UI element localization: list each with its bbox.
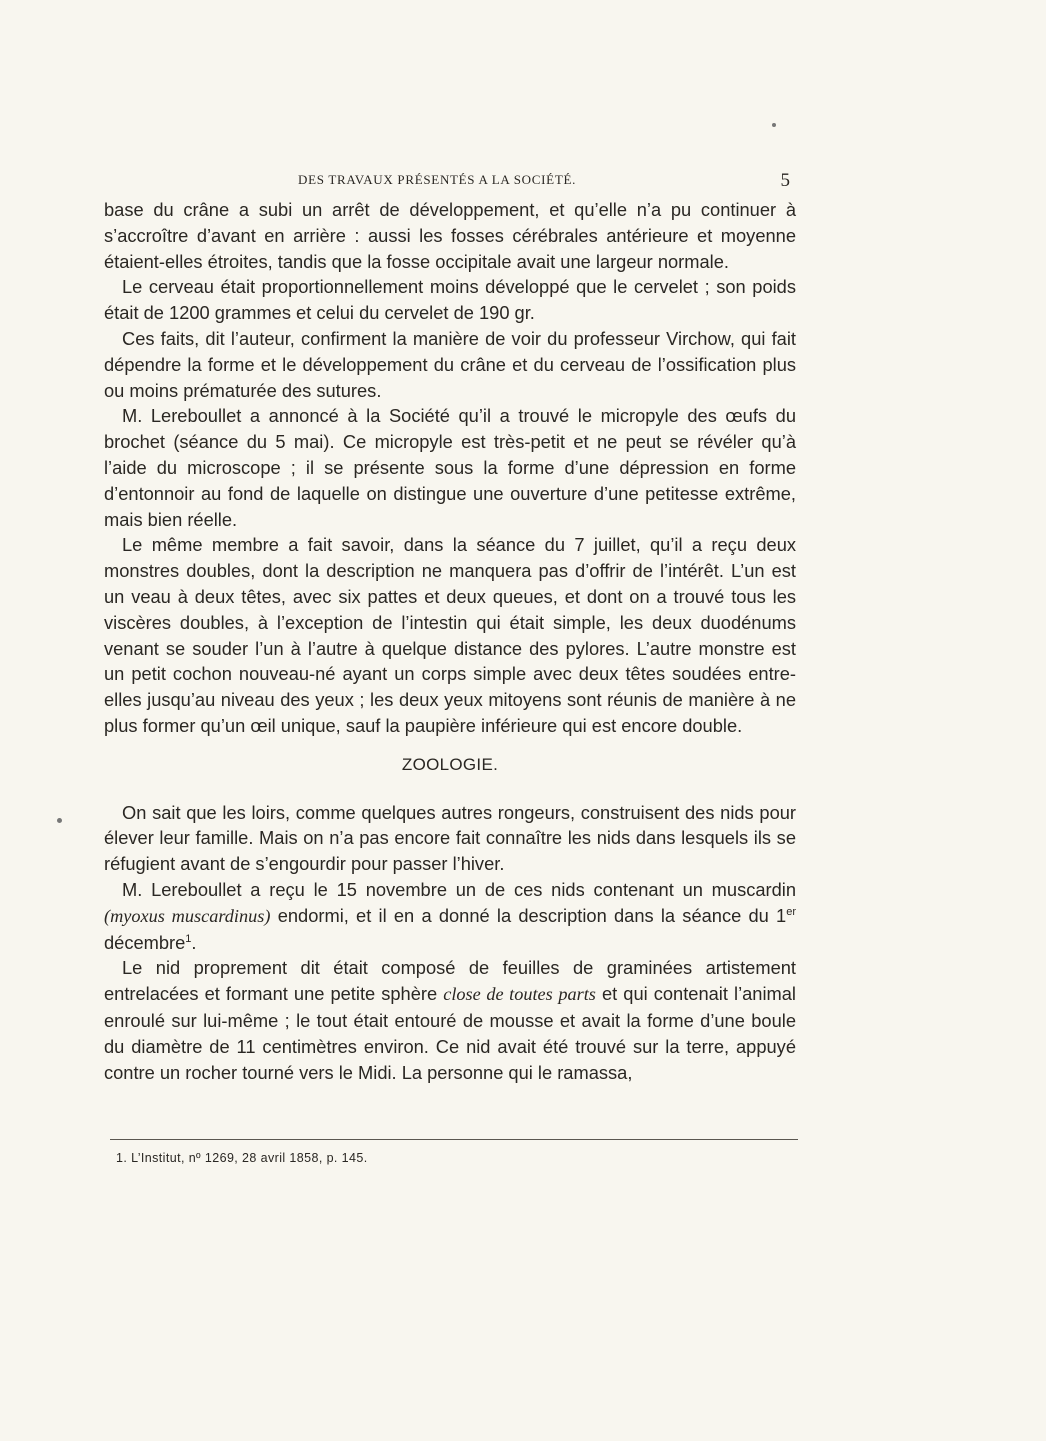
body-text xyxy=(104,197,796,1085)
text-run: endormi, et il en a donné la description dans la séance du 1 xyxy=(270,904,787,926)
text-run: . xyxy=(191,931,197,953)
footnote-reference: 1 xyxy=(185,932,192,945)
ordinal-suffix: er xyxy=(786,905,796,918)
italic-phrase: close de toutes parts xyxy=(443,984,596,1005)
page-header xyxy=(104,168,796,198)
text-run: M. Lereboullet a reçu le 15 novembre un de ces nids contenant un muscardin xyxy=(122,878,796,900)
text-run: et qui contenait l’animal enroulé sur lui-même ; le tout était entouré de mousse et avait la forme d’une boule du diamètre de 11 centimètres environ. Ce nid avait été trouvé sur la terre, appuyé contre un rocher tourné vers le Midi. La personne qui le ramassa, xyxy=(104,983,796,1083)
paper-speck xyxy=(57,818,62,823)
paragraph xyxy=(104,877,796,955)
footnote: 1. L’Institut, nº 1269, 28 avril 1858, p. 145. xyxy=(116,1151,368,1165)
text-run: Le nid proprement dit était composé de feuilles de graminées artistement entrelacées et formant une petite sphère xyxy=(104,957,796,1005)
text-run: décembre xyxy=(104,931,186,953)
paragraph: Le cerveau était proportionnellement moins développé que le cervelet ; son poids était de 1200 grammes et celui du cervelet de 190 gr. xyxy=(104,276,796,324)
running-head: DES TRAVAUX PRÉSENTÉS A LA SOCIÉTÉ. xyxy=(298,172,577,187)
paragraph: Ces faits, dit l’auteur, confirment la manière de voir du professeur Virchow, qui fait dépendre la forme et le développement du crâne et du cerveau de l’ossification plus ou moins prématurée des sutures. xyxy=(104,327,796,401)
section-title: ZOOLOGIE. xyxy=(401,754,499,774)
paragraph xyxy=(104,955,796,1085)
paragraph: base du crâne a subi un arrêt de développement, et qu’elle n’a pu continuer à s’accroître d’avant en arrière : aussi les fosses cérébrales antérieure et moyenne étaient-elles étroites, tandis que la fosse occipitale avait une largeur normale. xyxy=(104,199,796,272)
paragraph: On sait que les loirs, comme quelques autres rongeurs, construisent des nids pour élever leur famille. Mais on n’a pas encore fait connaître les nids dans lesquels ils se réfugient avant de s’engourdir pour passer l’hiver. xyxy=(104,801,796,875)
paragraph: M. Lereboullet a annoncé à la Société qu’il a trouvé le micropyle des œufs du brochet (séance du 5 mai). Ce micropyle est très-petit et ne peut se révéler qu’à l’aide du microscope ; il se présente sous la forme d’une dépression en forme d’entonnoir au fond de laquelle on distingue une ouverture d’une petitesse extrême, mais bien réelle. xyxy=(104,405,796,530)
page xyxy=(104,0,796,1441)
footnote-rule xyxy=(110,1139,798,1140)
species-name: (myoxus muscardinus) xyxy=(104,905,271,926)
page-number: 5 xyxy=(780,170,790,191)
paragraph: Le même membre a fait savoir, dans la séance du 7 juillet, qu’il a reçu deux monstres doubles, dont la description ne manquera pas d’offrir de l’intérêt. L’un est un veau à deux têtes, avec six pattes et deux queues, et dont on a trouvé tous les viscères doubles, à l’exception de l’intestin qui était simple, les deux duodénums venant se souder l’un à l’autre à quelque distance des pylores. L’autre monstre est un petit cochon nouveau-né ayant un corps simple avec deux têtes soudées entre-elles jusqu’au niveau des yeux ; les deux yeux mitoyens sont réunis de manière à ne plus former qu’un œil unique, sauf la paupière inférieure qui est encore double. xyxy=(104,534,796,736)
